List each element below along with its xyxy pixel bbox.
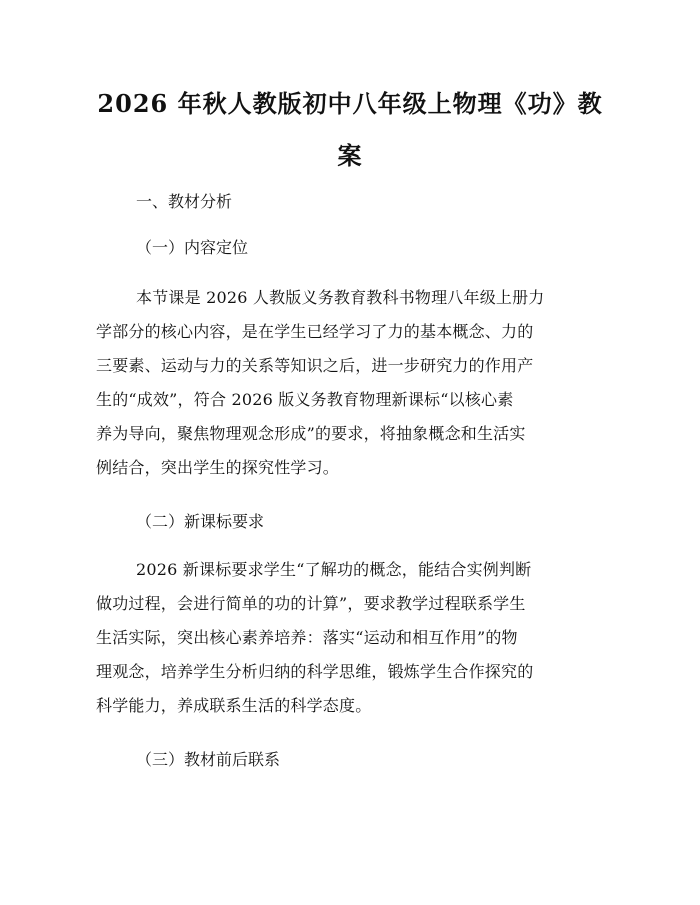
title-line-2: 案 bbox=[337, 141, 363, 170]
paragraph-line: 生的“成效”，符合 2026 版义务教育物理新课标“以核心素 bbox=[96, 390, 514, 409]
paragraph-line: 理观念，培养学生分析归纳的科学思维，锻炼学生合作探究的 bbox=[96, 662, 534, 681]
subsection-heading-material-connections: （三）教材前后联系 bbox=[136, 750, 281, 769]
paragraph-line: 科学能力，养成联系生活的科学态度。 bbox=[96, 696, 372, 715]
paragraph-line: 2026 新课标要求学生“了解功的概念，能结合实例判断 bbox=[136, 560, 532, 579]
paragraph-line: 生活实际，突出核心素养培养：落实“运动和相互作用”的物 bbox=[96, 628, 518, 647]
paragraph-line: 本节课是 2026 人教版义务教育教科书物理八年级上册力 bbox=[136, 288, 545, 307]
paragraph-line: 学部分的核心内容，是在学生已经学习了力的基本概念、力的 bbox=[96, 322, 534, 341]
title-line-1: 2026 年秋人教版初中八年级上物理《功》教 bbox=[97, 89, 603, 118]
paragraph-line: 三要素、运动与力的关系等知识之后，进一步研究力的作用产 bbox=[96, 356, 534, 375]
section-heading-teaching-material-analysis: 一、教材分析 bbox=[136, 192, 233, 211]
paragraph-line: 养为导向，聚焦物理观念形成”的要求，将抽象概念和生活实 bbox=[96, 424, 526, 443]
paragraph-line: 例结合，突出学生的探究性学习。 bbox=[96, 458, 340, 477]
subsection-heading-new-curriculum: （二）新课标要求 bbox=[136, 512, 265, 531]
paragraph-line: 做功过程，会进行简单的功的计算”，要求教学过程联系学生 bbox=[96, 594, 526, 613]
document-title bbox=[80, 78, 620, 182]
subsection-heading-content-positioning: （一）内容定位 bbox=[136, 238, 249, 257]
